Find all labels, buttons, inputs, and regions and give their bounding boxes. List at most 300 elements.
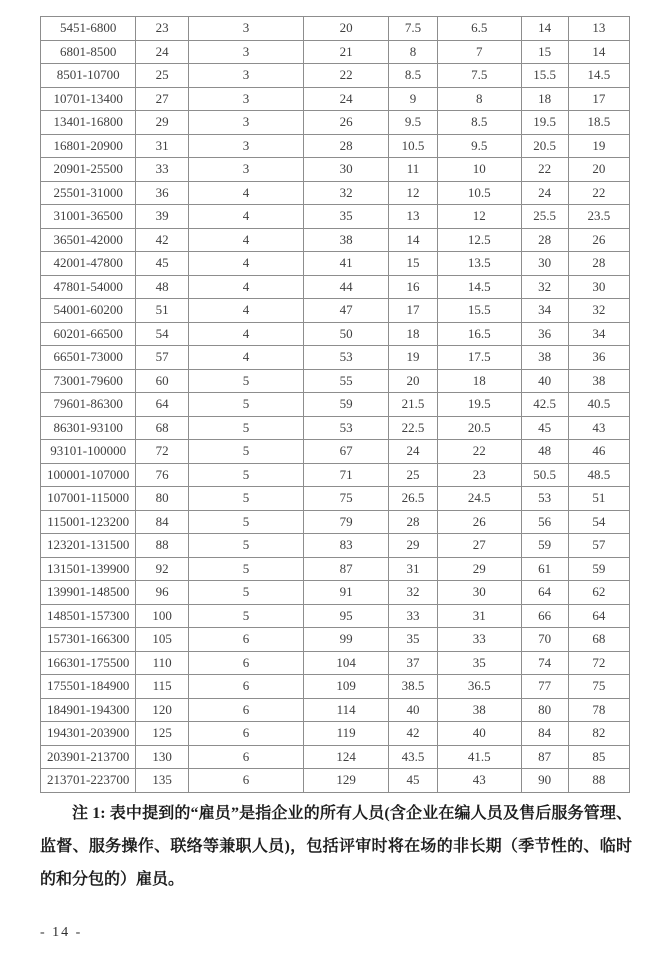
table-cell: 24.5 xyxy=(437,487,521,511)
table-cell: 23.5 xyxy=(568,205,629,229)
table-cell: 18 xyxy=(389,322,438,346)
table-cell: 4 xyxy=(188,181,303,205)
table-cell: 36.5 xyxy=(437,675,521,699)
table-row xyxy=(41,346,630,370)
table-cell: 8.5 xyxy=(437,111,521,135)
table-cell: 30 xyxy=(521,252,568,276)
table-cell: 82 xyxy=(568,722,629,746)
table-cell: 20901-25500 xyxy=(41,158,136,182)
table-row xyxy=(41,181,630,205)
table-cell: 83 xyxy=(304,534,389,558)
table-cell: 8 xyxy=(437,87,521,111)
table-cell: 85 xyxy=(568,745,629,769)
table-cell: 56 xyxy=(521,510,568,534)
table-cell: 6 xyxy=(188,628,303,652)
table-cell: 79601-86300 xyxy=(41,393,136,417)
table-cell: 13.5 xyxy=(437,252,521,276)
table-cell: 20 xyxy=(568,158,629,182)
table-row xyxy=(41,769,630,793)
table-cell: 36 xyxy=(521,322,568,346)
table-cell: 61 xyxy=(521,557,568,581)
table-cell: 80 xyxy=(521,698,568,722)
table-cell: 4 xyxy=(188,252,303,276)
table-cell: 23 xyxy=(136,17,188,41)
table-cell: 32 xyxy=(568,299,629,323)
table-cell: 104 xyxy=(304,651,389,675)
table-cell: 37 xyxy=(389,651,438,675)
table-cell: 88 xyxy=(136,534,188,558)
table-cell: 5 xyxy=(188,416,303,440)
table-cell: 5451-6800 xyxy=(41,17,136,41)
table-cell: 6.5 xyxy=(437,17,521,41)
page-number: - 14 - xyxy=(40,925,83,940)
table-cell: 24 xyxy=(304,87,389,111)
table-cell: 34 xyxy=(521,299,568,323)
table-cell: 8501-10700 xyxy=(41,64,136,88)
table-cell: 59 xyxy=(521,534,568,558)
table-cell: 93101-100000 xyxy=(41,440,136,464)
table-cell: 60201-66500 xyxy=(41,322,136,346)
table-cell: 51 xyxy=(568,487,629,511)
table-cell: 87 xyxy=(304,557,389,581)
table-cell: 27 xyxy=(437,534,521,558)
table-cell: 64 xyxy=(568,604,629,628)
table-cell: 29 xyxy=(389,534,438,558)
table-cell: 3 xyxy=(188,111,303,135)
table-cell: 53 xyxy=(521,487,568,511)
table-cell: 3 xyxy=(188,17,303,41)
table-row xyxy=(41,322,630,346)
table-cell: 5 xyxy=(188,487,303,511)
table-cell: 36 xyxy=(136,181,188,205)
table-cell: 4 xyxy=(188,299,303,323)
table-cell: 18 xyxy=(437,369,521,393)
table-cell: 107001-115000 xyxy=(41,487,136,511)
table-cell: 30 xyxy=(437,581,521,605)
table-cell: 6801-8500 xyxy=(41,40,136,64)
table-cell: 31 xyxy=(389,557,438,581)
table-row xyxy=(41,252,630,276)
table-cell: 22.5 xyxy=(389,416,438,440)
table-cell: 28 xyxy=(568,252,629,276)
table-cell: 148501-157300 xyxy=(41,604,136,628)
table-cell: 54001-60200 xyxy=(41,299,136,323)
table-cell: 99 xyxy=(304,628,389,652)
table-cell: 11 xyxy=(389,158,438,182)
table-cell: 40 xyxy=(389,698,438,722)
table-cell: 55 xyxy=(304,369,389,393)
table-row xyxy=(41,158,630,182)
table-cell: 68 xyxy=(568,628,629,652)
table-cell: 41.5 xyxy=(437,745,521,769)
table-cell: 14 xyxy=(568,40,629,64)
table-cell: 14.5 xyxy=(437,275,521,299)
table-cell: 10.5 xyxy=(437,181,521,205)
table-cell: 72 xyxy=(568,651,629,675)
table-cell: 10701-13400 xyxy=(41,87,136,111)
table-row xyxy=(41,463,630,487)
table-cell: 86301-93100 xyxy=(41,416,136,440)
table-cell: 38 xyxy=(437,698,521,722)
table-cell: 8.5 xyxy=(389,64,438,88)
table-cell: 25501-31000 xyxy=(41,181,136,205)
table-cell: 20 xyxy=(304,17,389,41)
table-row xyxy=(41,675,630,699)
table-row xyxy=(41,651,630,675)
table-cell: 36 xyxy=(568,346,629,370)
table-cell: 47801-54000 xyxy=(41,275,136,299)
table-cell: 33 xyxy=(437,628,521,652)
table-cell: 22 xyxy=(568,181,629,205)
table-cell: 43.5 xyxy=(389,745,438,769)
table-cell: 31001-36500 xyxy=(41,205,136,229)
table-cell: 26 xyxy=(568,228,629,252)
table-cell: 54 xyxy=(568,510,629,534)
table-cell: 3 xyxy=(188,87,303,111)
table-cell: 184901-194300 xyxy=(41,698,136,722)
table-cell: 87 xyxy=(521,745,568,769)
table-cell: 15.5 xyxy=(437,299,521,323)
table-cell: 105 xyxy=(136,628,188,652)
table-cell: 6 xyxy=(188,722,303,746)
table-row xyxy=(41,745,630,769)
table-row xyxy=(41,416,630,440)
table-cell: 62 xyxy=(568,581,629,605)
table-cell: 74 xyxy=(521,651,568,675)
table-cell: 129 xyxy=(304,769,389,793)
table-cell: 28 xyxy=(521,228,568,252)
table-cell: 26.5 xyxy=(389,487,438,511)
table-row xyxy=(41,17,630,41)
table-cell: 40.5 xyxy=(568,393,629,417)
table-cell: 5 xyxy=(188,463,303,487)
table-cell: 34 xyxy=(568,322,629,346)
table-cell: 20 xyxy=(389,369,438,393)
table-row xyxy=(41,87,630,111)
table-cell: 25 xyxy=(389,463,438,487)
table-cell: 75 xyxy=(304,487,389,511)
table-cell: 47 xyxy=(304,299,389,323)
table-cell: 157301-166300 xyxy=(41,628,136,652)
table-cell: 46 xyxy=(568,440,629,464)
table-cell: 14 xyxy=(521,17,568,41)
table-cell: 114 xyxy=(304,698,389,722)
table-cell: 15 xyxy=(521,40,568,64)
table-row xyxy=(41,534,630,558)
table-cell: 38 xyxy=(304,228,389,252)
table-cell: 124 xyxy=(304,745,389,769)
table-cell: 135 xyxy=(136,769,188,793)
table-cell: 194301-203900 xyxy=(41,722,136,746)
table-cell: 9.5 xyxy=(437,134,521,158)
table-cell: 24 xyxy=(389,440,438,464)
table-cell: 44 xyxy=(304,275,389,299)
table-cell: 14.5 xyxy=(568,64,629,88)
table-row xyxy=(41,440,630,464)
table-cell: 42 xyxy=(389,722,438,746)
table-row xyxy=(41,604,630,628)
table-cell: 7.5 xyxy=(389,17,438,41)
table-cell: 19.5 xyxy=(521,111,568,135)
table-cell: 48 xyxy=(521,440,568,464)
table-cell: 100 xyxy=(136,604,188,628)
table-row xyxy=(41,510,630,534)
table-cell: 120 xyxy=(136,698,188,722)
table-cell: 10 xyxy=(437,158,521,182)
table-cell: 75 xyxy=(568,675,629,699)
table-cell: 115 xyxy=(136,675,188,699)
table-cell: 57 xyxy=(568,534,629,558)
table-cell: 8 xyxy=(389,40,438,64)
table-cell: 35 xyxy=(437,651,521,675)
table-cell: 39 xyxy=(136,205,188,229)
table-cell: 21.5 xyxy=(389,393,438,417)
table-cell: 70 xyxy=(521,628,568,652)
table-row xyxy=(41,698,630,722)
table-cell: 32 xyxy=(389,581,438,605)
table-cell: 3 xyxy=(188,158,303,182)
table-row xyxy=(41,487,630,511)
table-cell: 9.5 xyxy=(389,111,438,135)
table-cell: 7 xyxy=(437,40,521,64)
table-cell: 22 xyxy=(304,64,389,88)
table-cell: 38 xyxy=(568,369,629,393)
table-cell: 76 xyxy=(136,463,188,487)
table-cell: 13401-16800 xyxy=(41,111,136,135)
table-cell: 66 xyxy=(521,604,568,628)
table-cell: 42.5 xyxy=(521,393,568,417)
table-cell: 43 xyxy=(437,769,521,793)
table-cell: 17.5 xyxy=(437,346,521,370)
table-cell: 3 xyxy=(188,64,303,88)
table-cell: 67 xyxy=(304,440,389,464)
table-cell: 92 xyxy=(136,557,188,581)
table-cell: 119 xyxy=(304,722,389,746)
table-cell: 29 xyxy=(437,557,521,581)
table-cell: 6 xyxy=(188,769,303,793)
table-cell: 42 xyxy=(136,228,188,252)
table-cell: 30 xyxy=(568,275,629,299)
table-cell: 32 xyxy=(521,275,568,299)
table-cell: 12 xyxy=(389,181,438,205)
table-body xyxy=(41,17,630,793)
table-row xyxy=(41,369,630,393)
table-cell: 3 xyxy=(188,40,303,64)
table-cell: 22 xyxy=(521,158,568,182)
table-cell: 20.5 xyxy=(521,134,568,158)
table-cell: 16.5 xyxy=(437,322,521,346)
table-cell: 5 xyxy=(188,604,303,628)
table-cell: 25.5 xyxy=(521,205,568,229)
table-row xyxy=(41,275,630,299)
table-cell: 16801-20900 xyxy=(41,134,136,158)
table-row xyxy=(41,581,630,605)
table-cell: 175501-184900 xyxy=(41,675,136,699)
table-cell: 33 xyxy=(389,604,438,628)
table-cell: 35 xyxy=(389,628,438,652)
table-cell: 53 xyxy=(304,416,389,440)
table-row xyxy=(41,722,630,746)
table-cell: 35 xyxy=(304,205,389,229)
employee-fee-table xyxy=(40,16,630,793)
table-cell: 50.5 xyxy=(521,463,568,487)
table-cell: 41 xyxy=(304,252,389,276)
table-cell: 5 xyxy=(188,557,303,581)
table-cell: 18.5 xyxy=(568,111,629,135)
table-cell: 18 xyxy=(521,87,568,111)
table-cell: 131501-139900 xyxy=(41,557,136,581)
table-cell: 15.5 xyxy=(521,64,568,88)
table-cell: 73001-79600 xyxy=(41,369,136,393)
table-cell: 33 xyxy=(136,158,188,182)
table-cell: 68 xyxy=(136,416,188,440)
table-cell: 115001-123200 xyxy=(41,510,136,534)
table-cell: 109 xyxy=(304,675,389,699)
table-cell: 130 xyxy=(136,745,188,769)
table-cell: 42001-47800 xyxy=(41,252,136,276)
table-cell: 4 xyxy=(188,228,303,252)
table-cell: 84 xyxy=(521,722,568,746)
table-cell: 48.5 xyxy=(568,463,629,487)
table-cell: 123201-131500 xyxy=(41,534,136,558)
table-cell: 16 xyxy=(389,275,438,299)
table-row xyxy=(41,628,630,652)
table-cell: 29 xyxy=(136,111,188,135)
table-cell: 100001-107000 xyxy=(41,463,136,487)
table-cell: 30 xyxy=(304,158,389,182)
table-cell: 4 xyxy=(188,275,303,299)
table-cell: 21 xyxy=(304,40,389,64)
table-cell: 5 xyxy=(188,581,303,605)
table-cell: 17 xyxy=(389,299,438,323)
table-cell: 4 xyxy=(188,205,303,229)
table-cell: 48 xyxy=(136,275,188,299)
table-cell: 31 xyxy=(437,604,521,628)
table-cell: 5 xyxy=(188,534,303,558)
table-cell: 59 xyxy=(568,557,629,581)
table-cell: 9 xyxy=(389,87,438,111)
table-cell: 53 xyxy=(304,346,389,370)
table-cell: 4 xyxy=(188,322,303,346)
table-cell: 213701-223700 xyxy=(41,769,136,793)
table-cell: 91 xyxy=(304,581,389,605)
table-cell: 125 xyxy=(136,722,188,746)
table-cell: 36501-42000 xyxy=(41,228,136,252)
table-cell: 166301-175500 xyxy=(41,651,136,675)
table-cell: 4 xyxy=(188,346,303,370)
table-row xyxy=(41,228,630,252)
table-cell: 10.5 xyxy=(389,134,438,158)
table-cell: 66501-73000 xyxy=(41,346,136,370)
table-cell: 90 xyxy=(521,769,568,793)
table-cell: 45 xyxy=(136,252,188,276)
table-cell: 26 xyxy=(437,510,521,534)
table-cell: 38.5 xyxy=(389,675,438,699)
table-cell: 84 xyxy=(136,510,188,534)
table-cell: 79 xyxy=(304,510,389,534)
table-cell: 80 xyxy=(136,487,188,511)
table-cell: 43 xyxy=(568,416,629,440)
table-cell: 6 xyxy=(188,651,303,675)
table-cell: 110 xyxy=(136,651,188,675)
table-cell: 71 xyxy=(304,463,389,487)
table-cell: 7.5 xyxy=(437,64,521,88)
table-cell: 19.5 xyxy=(437,393,521,417)
table-cell: 72 xyxy=(136,440,188,464)
table-cell: 51 xyxy=(136,299,188,323)
table-cell: 5 xyxy=(188,510,303,534)
table-row xyxy=(41,393,630,417)
table-cell: 22 xyxy=(437,440,521,464)
table-cell: 78 xyxy=(568,698,629,722)
table-cell: 19 xyxy=(389,346,438,370)
table-cell: 64 xyxy=(521,581,568,605)
table-cell: 12.5 xyxy=(437,228,521,252)
table-cell: 139901-148500 xyxy=(41,581,136,605)
table-cell: 12 xyxy=(437,205,521,229)
table-cell: 6 xyxy=(188,698,303,722)
table-cell: 28 xyxy=(389,510,438,534)
table-row xyxy=(41,557,630,581)
table-row xyxy=(41,299,630,323)
table-row xyxy=(41,111,630,135)
table-cell: 64 xyxy=(136,393,188,417)
table-cell: 32 xyxy=(304,181,389,205)
table-cell: 26 xyxy=(304,111,389,135)
table-cell: 45 xyxy=(521,416,568,440)
table-cell: 203901-213700 xyxy=(41,745,136,769)
table-cell: 24 xyxy=(136,40,188,64)
table-cell: 95 xyxy=(304,604,389,628)
table-cell: 25 xyxy=(136,64,188,88)
table-cell: 5 xyxy=(188,440,303,464)
table-cell: 3 xyxy=(188,134,303,158)
note-paragraph: 注 1: 表中提到的“雇员”是指企业的所有人员(含企业在编人员及售后服务管理、监督、服务操作、联络等兼职人员)，包括评审时将在场的非长期（季节性的、临时的和分包的）雇员。 xyxy=(40,805,632,888)
table-row xyxy=(41,134,630,158)
table-cell: 77 xyxy=(521,675,568,699)
table-cell: 13 xyxy=(389,205,438,229)
table-cell: 59 xyxy=(304,393,389,417)
table-cell: 50 xyxy=(304,322,389,346)
table-row xyxy=(41,205,630,229)
table-cell: 6 xyxy=(188,675,303,699)
table-cell: 54 xyxy=(136,322,188,346)
table-cell: 38 xyxy=(521,346,568,370)
table-cell: 20.5 xyxy=(437,416,521,440)
table-cell: 28 xyxy=(304,134,389,158)
table-cell: 13 xyxy=(568,17,629,41)
table-row xyxy=(41,64,630,88)
table-cell: 5 xyxy=(188,393,303,417)
table-cell: 96 xyxy=(136,581,188,605)
table-cell: 17 xyxy=(568,87,629,111)
table-cell: 5 xyxy=(188,369,303,393)
table-cell: 40 xyxy=(521,369,568,393)
table-cell: 45 xyxy=(389,769,438,793)
table-cell: 14 xyxy=(389,228,438,252)
table-cell: 27 xyxy=(136,87,188,111)
table-cell: 88 xyxy=(568,769,629,793)
table-cell: 6 xyxy=(188,745,303,769)
table-cell: 40 xyxy=(437,722,521,746)
table-cell: 60 xyxy=(136,369,188,393)
table-cell: 23 xyxy=(437,463,521,487)
table-cell: 15 xyxy=(389,252,438,276)
table-cell: 19 xyxy=(568,134,629,158)
table-row xyxy=(41,40,630,64)
table-cell: 24 xyxy=(521,181,568,205)
table-cell: 31 xyxy=(136,134,188,158)
